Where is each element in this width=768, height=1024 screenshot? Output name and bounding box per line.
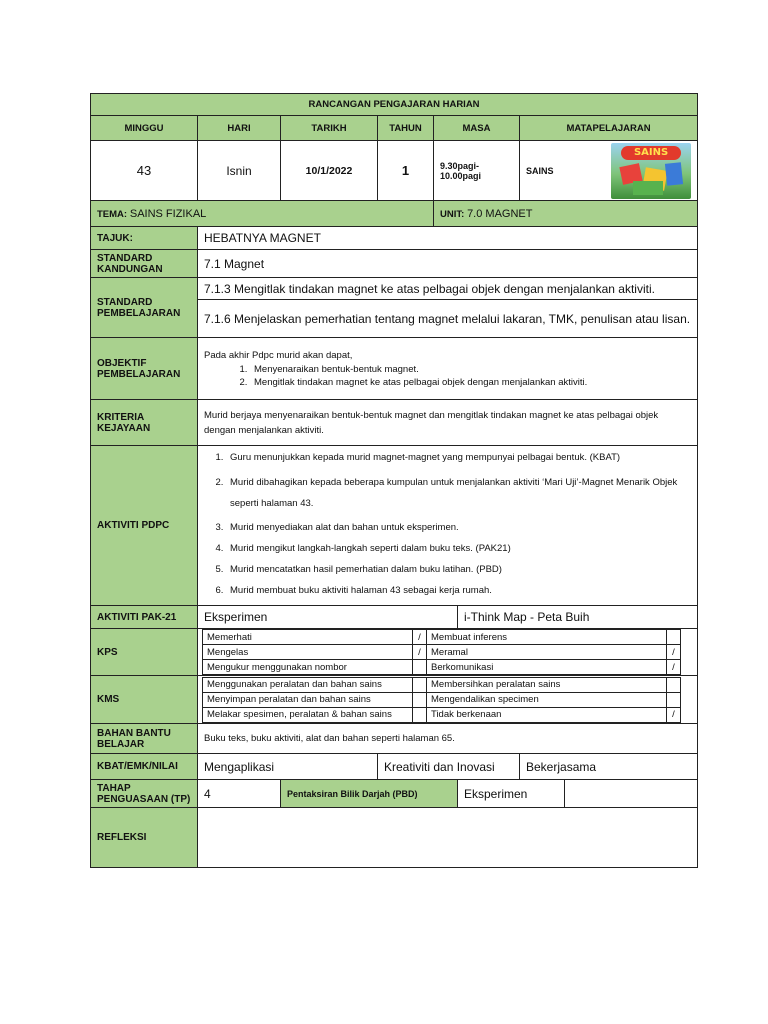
kps-check: / [413, 645, 427, 660]
aktiviti-label: AKTIVITI PDPC [91, 446, 198, 606]
tema-value: SAINS FIZIKAL [129, 207, 207, 220]
list-item: 2. Murid dibahagikan kepada beberapa kumpulan untuk menjalankan aktiviti ‘Mari Uji’-Magnet Menarik Objek seperti halaman 43. [226, 472, 691, 514]
header-tarikh: TARIKH [281, 116, 378, 141]
kms-grid [198, 676, 698, 724]
rph-table [90, 93, 698, 868]
standard-pembelajaran-item: 7.1.3 Mengitlak tindakan magnet ke atas pelbagai objek dengan menjalankan aktiviti. [198, 278, 698, 300]
list-item: 6. Murid membuat buku aktiviti halaman 43 sebagai kerja rumah. [226, 584, 691, 598]
value-matapelajaran-cell [520, 141, 698, 201]
table-row [203, 645, 681, 660]
standard-kandungan-value: 7.1 Magnet [198, 250, 698, 278]
kms-check [413, 692, 427, 707]
kms-label: KMS [91, 676, 198, 724]
objektif-label: OBJEKTIF PEMBELAJARAN [91, 338, 198, 400]
tahap-value: 4 [198, 780, 281, 808]
header-matapelajaran: MATAPELAJARAN [520, 116, 698, 141]
kps-item: Mengelas [203, 645, 413, 660]
kps-inner-table [202, 629, 681, 675]
kms-check: / [667, 707, 681, 722]
refleksi-label: REFLEKSI [91, 808, 198, 868]
tahap-label: TAHAP PENGUASAAN (TP) [91, 780, 198, 808]
list-item: 1. Menyenaraikan bentuk-bentuk magnet. [250, 363, 691, 376]
table-row [203, 692, 681, 707]
list-item: 1. Guru menunjukkan kepada murid magnet-magnet yang mempunyai pelbagai bentuk. (KBAT) [226, 451, 691, 465]
bahan-value: Buku teks, buku aktiviti, alat dan bahan seperti halaman 65. [198, 724, 698, 754]
header-minggu: MINGGU [91, 116, 198, 141]
list-item: 4. Murid mengikut langkah-langkah seperti dalam buku teks. (PAK21) [226, 542, 691, 556]
table-row [203, 660, 681, 675]
kps-item: Mengukur menggunakan nombor [203, 660, 413, 675]
kms-check [413, 677, 427, 692]
objektif-list [204, 363, 691, 389]
aktiviti-content [198, 446, 698, 606]
tajuk-label: TAJUK: [91, 227, 198, 250]
header-hari: HARI [198, 116, 281, 141]
list-item: 5. Murid mencatatkan hasil pemerhatian dalam buku latihan. (PBD) [226, 563, 691, 577]
pbd-value: Eksperimen [458, 780, 565, 808]
value-tarikh: 10/1/2022 [281, 141, 378, 201]
kbat-a: Mengaplikasi [198, 754, 378, 780]
kms-item: Membersihkan peralatan sains [427, 677, 667, 692]
pbd-extra [565, 780, 698, 808]
kps-check [413, 660, 427, 675]
header-masa: MASA [434, 116, 520, 141]
textbook-cover-image [611, 143, 691, 199]
value-hari: Isnin [198, 141, 281, 201]
table-row [203, 677, 681, 692]
bahan-label: BAHAN BANTU BELAJAR [91, 724, 198, 754]
kps-check: / [413, 630, 427, 645]
aktiviti-list [204, 451, 691, 598]
kms-item: Tidak berkenaan [427, 707, 667, 722]
pak21-right: i-Think Map - Peta Buih [458, 606, 698, 629]
textbook-cover-title: SAINS [621, 146, 681, 160]
value-minggu: 43 [91, 141, 198, 201]
pbd-label: Pentaksiran Bilik Darjah (PBD) [281, 780, 458, 808]
kms-item: Menggunakan peralatan dan bahan sains [203, 677, 413, 692]
pak21-left: Eksperimen [198, 606, 458, 629]
kms-check [667, 677, 681, 692]
kps-label: KPS [91, 629, 198, 676]
kbat-label: KBAT/EMK/NILAI [91, 754, 198, 780]
kps-item: Meramal [427, 645, 667, 660]
value-tahun: 1 [378, 141, 434, 201]
objektif-content [198, 338, 698, 400]
rph-document [90, 93, 697, 854]
kps-item: Membuat inferens [427, 630, 667, 645]
tajuk-value: HEBATNYA MAGNET [198, 227, 698, 250]
kriteria-label: KRITERIA KEJAYAAN [91, 400, 198, 446]
objektif-intro: Pada akhir Pdpc murid akan dapat, [204, 349, 353, 361]
kms-check [413, 707, 427, 722]
document-title: RANCANGAN PENGAJARAN HARIAN [91, 94, 698, 116]
standard-pembelajaran-label: STANDARD PEMBELAJARAN [91, 278, 198, 338]
value-masa: 9.30pagi-10.00pagi [434, 141, 520, 201]
kps-check: / [667, 645, 681, 660]
kps-item: Berkomunikasi [427, 660, 667, 675]
kps-check: / [667, 660, 681, 675]
kms-item: Mengendalikan specimen [427, 692, 667, 707]
tema-cell [91, 201, 434, 227]
kps-check [667, 630, 681, 645]
kms-inner-table [202, 677, 681, 723]
kbat-c: Bekerjasama [520, 754, 698, 780]
standard-pembelajaran-item: 7.1.6 Menjelaskan pemerhatian tentang magnet melalui lakaran, TMK, penulisan atau lisan. [198, 300, 698, 338]
unit-label: UNIT: [440, 208, 465, 220]
list-item: 3. Murid menyediakan alat dan bahan untuk eksperimen. [226, 521, 691, 535]
refleksi-value [198, 808, 698, 868]
unit-value: 7.0 MAGNET [467, 207, 533, 220]
kms-item: Menyimpan peralatan dan bahan sains [203, 692, 413, 707]
list-item: 2. Mengitlak tindakan magnet ke atas pelbagai objek dengan menjalankan aktiviti. [250, 376, 691, 389]
kriteria-value: Murid berjaya menyenaraikan bentuk-bentuk magnet dan mengitlak tindakan magnet ke atas pelbagai objek dengan menjalankan aktiviti. [198, 400, 698, 446]
value-matapelajaran: SAINS [526, 165, 554, 176]
kms-check [667, 692, 681, 707]
pak21-label: AKTIVITI PAK-21 [91, 606, 198, 629]
kps-item: Memerhati [203, 630, 413, 645]
table-row [203, 630, 681, 645]
tema-label: TEMA: [97, 208, 128, 220]
kms-item: Melakar spesimen, peralatan & bahan sains [203, 707, 413, 722]
unit-cell [434, 201, 698, 227]
table-row [203, 707, 681, 722]
standard-kandungan-label: STANDARD KANDUNGAN [91, 250, 198, 278]
header-tahun: TAHUN [378, 116, 434, 141]
kps-grid [198, 629, 698, 676]
kbat-b: Kreativiti dan Inovasi [378, 754, 520, 780]
